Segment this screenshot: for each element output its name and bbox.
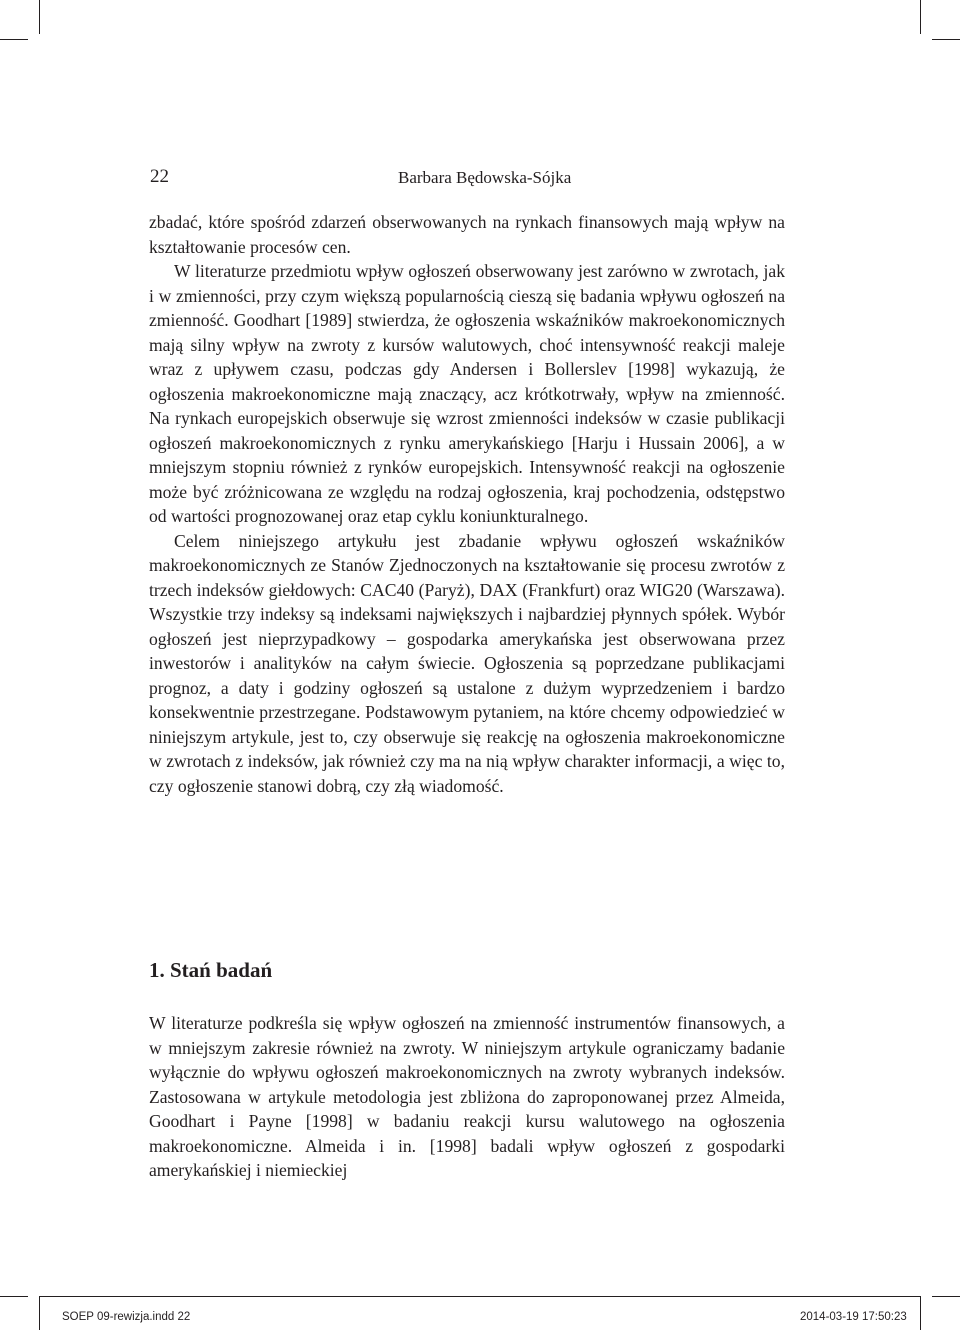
file-label: SOEP 09-rewizja.indd 22 — [62, 1311, 191, 1323]
slug-rule-right — [932, 1296, 960, 1297]
section-heading: 1. Stań badań — [149, 958, 273, 982]
slug-tick-left — [39, 1296, 40, 1330]
main-text — [149, 210, 785, 798]
crop-mark-right-top — [932, 39, 960, 40]
running-head-author: Barbara Będowska-Sójka — [398, 168, 572, 187]
section-text — [149, 1011, 785, 1183]
crop-mark-top-left — [39, 0, 40, 34]
running-head — [148, 166, 788, 190]
slug-rule-left — [0, 1296, 28, 1297]
slug-tick-right — [920, 1296, 921, 1330]
page-number: 22 — [150, 166, 169, 187]
paragraph: W literaturze podkreśla się wpływ ogłoszeń na zmienność instrumentów finansowych, a w mniejszym zakresie również na zwroty. W niniejszym artykule ograniczamy badanie wyłącznie do wpływu ogłoszeń makroekonomicznych na zwroty wybranych indeksów. Zastosowana w artykule metodologia jest zbliżona do zaproponowanej przez Almeida, Goodhart i Payne [1998] w badaniu reakcji kursu walutowego na ogłoszenia makroekonomiczne. Almeida i in. [1998] badali wpływ ogłoszeń z gospodarki amerykańskiej i niemieckiej — [149, 1013, 785, 1180]
print-slug — [0, 1296, 960, 1330]
paragraph-continuation: zbadać, które spośród zdarzeń obserwowanych na rynkach finansowych mają wpływ na kształtowanie procesów cen. — [149, 212, 785, 257]
slug-rule — [39, 1296, 921, 1297]
timestamp: 2014-03-19 17:50:23 — [800, 1311, 907, 1323]
paragraph: W literaturze przedmiotu wpływ ogłoszeń obserwowany jest zarówno w zwrotach, jak i w zmienności, przy czym większą popularnością cieszą się badania wpływu ogłoszeń na zmienność. Goodhart [1989] stwierdza, że ogłoszenia wskaźników makroekonomicznych mają silny wpływ na zwroty z kursów walutowych, choć intensywność reakcji maleje wraz z upływem czasu, podczas gdy Andersen i Bollerslev [1998] wykazują, że ogłoszenia makroekonomiczne mają znaczący, acz krótkotrwały, wpływ na zmienność. Na rynkach europejskich obserwuje się wzrost zmienności indeksów w czasie publikacji ogłoszeń makroekonomicznych z rynku amerykańskiego [Harju i Hussain 2006], a w mniejszym stopniu również z rynków europejskich. Intensywność reakcji na ogłoszenie może być zróżnicowana ze względu na rodzaj ogłoszenia, kraj pochodzenia, odstępstwo od wartości prognozowanej oraz etap cyklu koniunkturalnego. — [149, 261, 785, 526]
crop-mark-left-top — [0, 39, 28, 40]
paragraph: Celem niniejszego artykułu jest zbadanie wpływu ogłoszeń wskaźników makroekonomicznych ze Stanów Zjednoczonych na kształtowanie się procesu zwrotów z trzech indeksów giełdowych: CAC40 (Paryż), DAX (Frankfurt) oraz WIG20 (Warszawa). Wszystkie trzy indeksy są indeksami największych i najbardziej płynnych spółek. Wybór ogłoszeń jest nieprzypadkowy – gospodarka amerykańska jest obserwowana przez inwestorów i analityków na całym świecie. Ogłoszenia są poprzedzane publikacjami prognoz, a daty i godziny ogłoszeń są ustalone z dużym wyprzedzeniem i bardzo konsekwentnie przestrzegane. Podstawowym pytaniem, na które chcemy odpowiedzieć w niniejszym artykule, jest to, czy obserwuje się reakcję na ogłoszenia makroekonomiczne w zwrotach z indeksów, jak również czy ma na nią wpływ charakter informacji, a więc to, czy ogłoszenie stanowi dobrą, czy złą wiadomość. — [149, 530, 785, 796]
crop-mark-top-right — [920, 0, 921, 34]
